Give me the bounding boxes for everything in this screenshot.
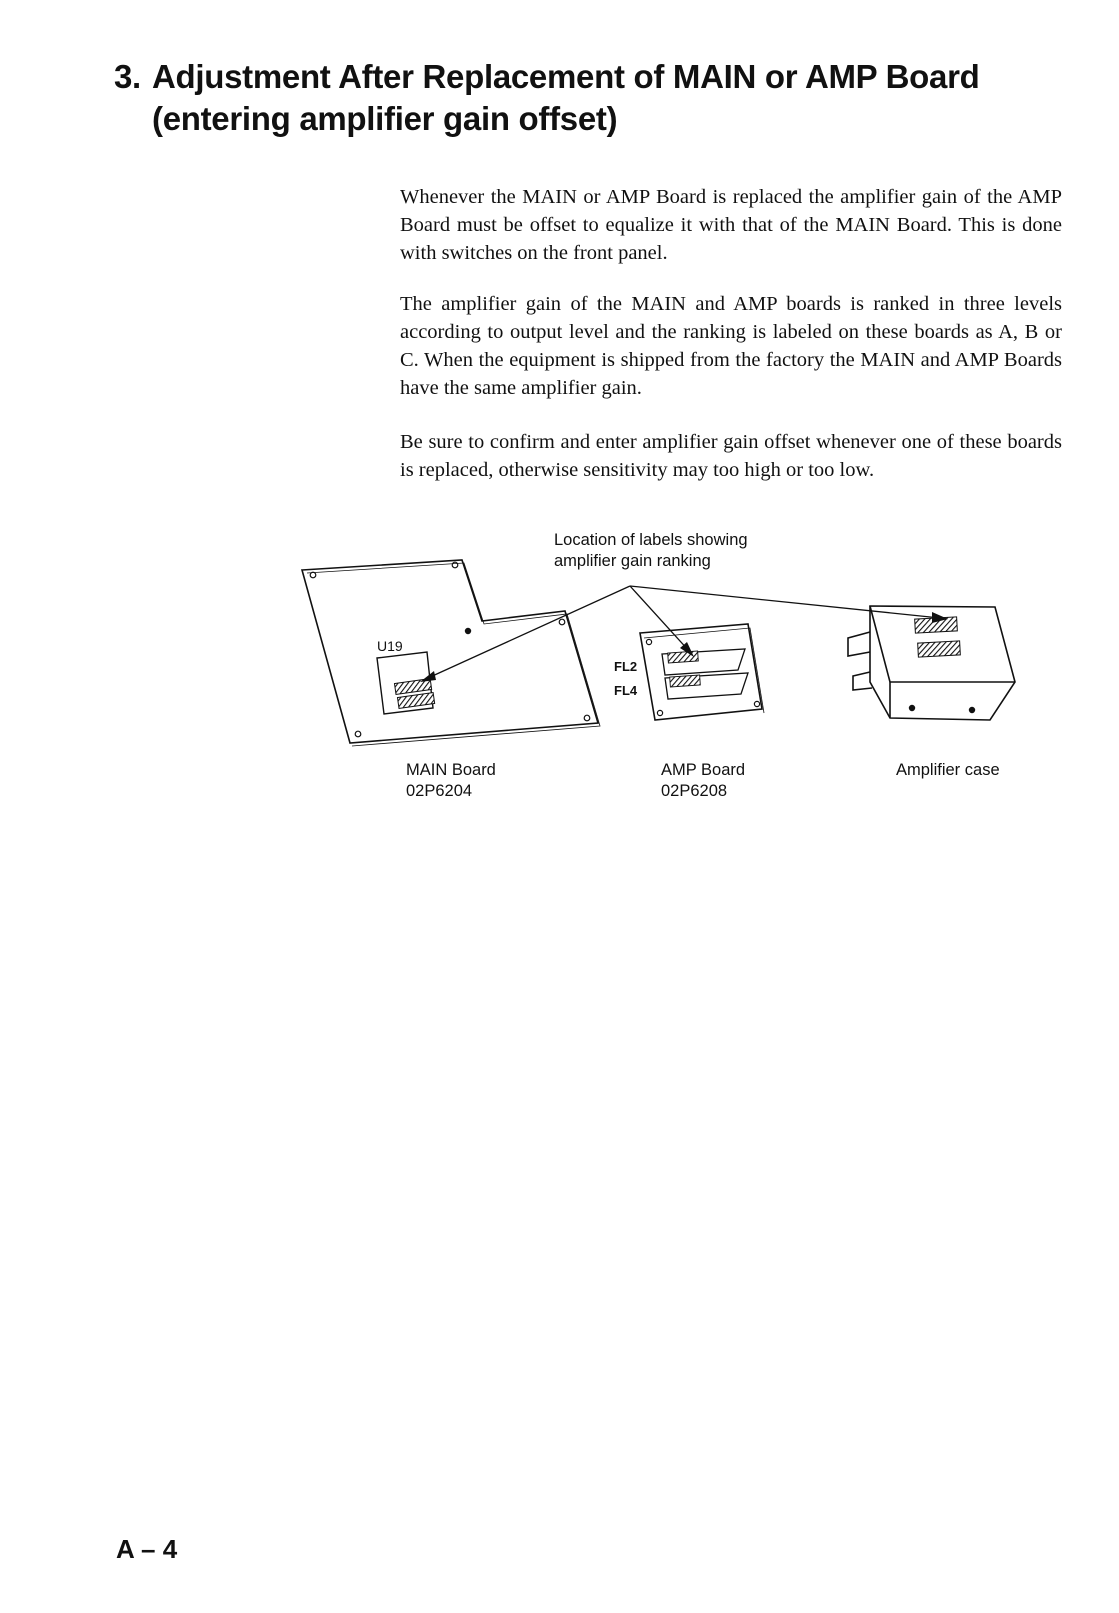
page-number: A – 4: [116, 1534, 178, 1564]
main-board-name: MAIN Board: [406, 761, 496, 779]
paragraph-confirm-offset: Be sure to confirm and enter amplifier gain offset whenever one of these boards is replaced, otherwise sensitivity may too high or too low.: [400, 431, 1062, 481]
callout-text: [554, 530, 748, 572]
section-heading: [114, 56, 1074, 140]
paragraph-gain-ranking: The amplifier gain of the MAIN and AMP boards is ranked in three levels according to output level and the ranking is labeled on these boards as A, B or C. When the equipment is shipped from the factory the MAIN and AMP Boards have the same amplifier gain.: [400, 293, 1062, 399]
amp-board-part: 02P6208: [661, 782, 728, 800]
main-board-outline: [302, 560, 600, 746]
board-diagram: [300, 530, 1060, 850]
fl4-label: FL4: [614, 683, 638, 698]
amp-board-caption: [661, 760, 745, 802]
callout-line1: Location of labels showing: [554, 531, 748, 549]
amp-board-name: AMP Board: [661, 761, 746, 779]
section-title-line1: Adjustment After Replacement of MAIN or AMP Board: [152, 58, 980, 95]
main-board-part: 02P6204: [406, 782, 473, 800]
amplifier-case-caption: Amplifier case: [896, 761, 1000, 779]
callout-line2: amplifier gain ranking: [554, 552, 711, 570]
main-board-holes: [310, 562, 590, 737]
amp-board-filters: [662, 649, 748, 699]
paragraph-replacement-offset: Whenever the MAIN or AMP Board is replaced the amplifier gain of the AMP Board must be offset to equalize it with that of the MAIN Board. This is done with switches on the front panel.: [400, 186, 1062, 264]
board-location-figure: [300, 530, 1060, 850]
section-number: 3.: [114, 58, 141, 95]
u19-chip: [377, 652, 435, 714]
section-title-line2: (entering amplifier gain offset): [152, 100, 618, 137]
u19-label: U19: [377, 638, 403, 654]
amplifier-case: [848, 606, 1015, 720]
fl2-label: FL2: [614, 659, 638, 674]
main-board-caption: [406, 760, 496, 802]
